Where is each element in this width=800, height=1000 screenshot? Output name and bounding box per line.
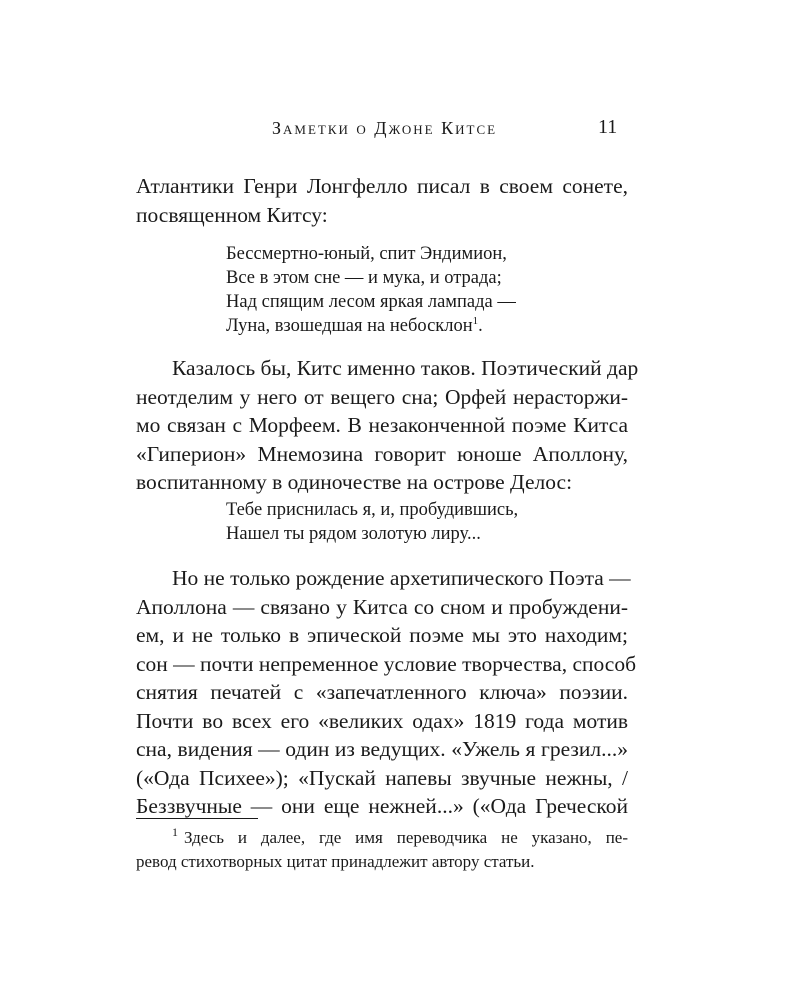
poem-verse: Тебе приснилась я, и, пробудившись, — [226, 500, 519, 520]
poem-quote-2 — [226, 498, 518, 546]
poem-verse: Бессмертно-юный, спит Эндимион, — [226, 244, 507, 264]
paragraph-3 — [136, 564, 637, 821]
paragraph-line: Казалось бы, Китс именно таков. Поэтический дар — [172, 356, 639, 380]
paragraph-line: Атлантики Генри Лонгфелло писал в своем сонете, — [136, 174, 628, 198]
paragraph-line: ем, и не только в эпической поэме мы это находим; — [136, 623, 628, 647]
poem-verse-last: Луна, взошедшая на небосклон$^1$. — [226, 314, 483, 336]
poem-verse: Над спящим лесом яркая лампада — — [226, 292, 516, 312]
paragraph-line: («Ода Психее»); «Пускай напевы звучные нежны, / — [136, 765, 628, 790]
paragraph-2 — [136, 354, 639, 497]
paragraph-line: Беззвучные — они еще нежней...» («Ода Греческой — [136, 794, 628, 818]
footnote-line: ревод стихотворных цитат принадлежит автору статьи. — [136, 852, 535, 871]
paragraph-1 — [136, 172, 628, 229]
poem-verse: Нашел ты рядом золотую лиру... — [226, 524, 481, 544]
footnote-line — [136, 826, 628, 850]
paragraph-line: Но не только рождение архетипического Поэта — — [172, 566, 631, 590]
paragraph-line: сна, видения — один из ведущих. «Ужель я грезил...» — [136, 737, 628, 761]
poem-verse: Все в этом сне — и мука, и отрада; — [226, 268, 502, 288]
paragraph-line: посвященном Китсу: — [136, 202, 328, 227]
footnote-text: Здесь и далее, где имя переводчика не указано, пе- — [184, 828, 628, 847]
footnote-divider — [136, 818, 258, 819]
paragraph-line: снятия печатей с «запечатленного ключа» поэзии. — [136, 680, 628, 704]
footnote-reference[interactable]: 1 — [472, 314, 479, 327]
paragraph-line: неотделим у него от вещего сна; Орфей нерасторжи- — [136, 384, 628, 409]
page-number: 11 — [598, 116, 618, 138]
poem-verse-text: Луна, взошедшая на небосклон — [226, 316, 473, 336]
paragraph-line: «Гиперион» Мнемозина говорит юноше Аполлону, — [136, 441, 628, 466]
paragraph-line: мо связан с Морфеем. В незаконченной поэме Китса — [136, 413, 628, 437]
footnote-mark: 1 — [172, 825, 178, 840]
running-head-title: Заметки о Джоне Китсе — [272, 118, 498, 138]
paragraph-line: Аполлона — связано у Китса со сном и пробуждени- — [136, 594, 628, 619]
poem-quote-1 — [226, 242, 516, 338]
paragraph-line: воспитанному в одиночестве на острове Делос: — [136, 470, 573, 494]
paragraph-line: Почти во всех его «великих одах» 1819 года мотив — [136, 708, 628, 733]
footnote — [136, 826, 628, 874]
paragraph-line: сон — почти непременное условие творчества, способ — [136, 651, 637, 676]
